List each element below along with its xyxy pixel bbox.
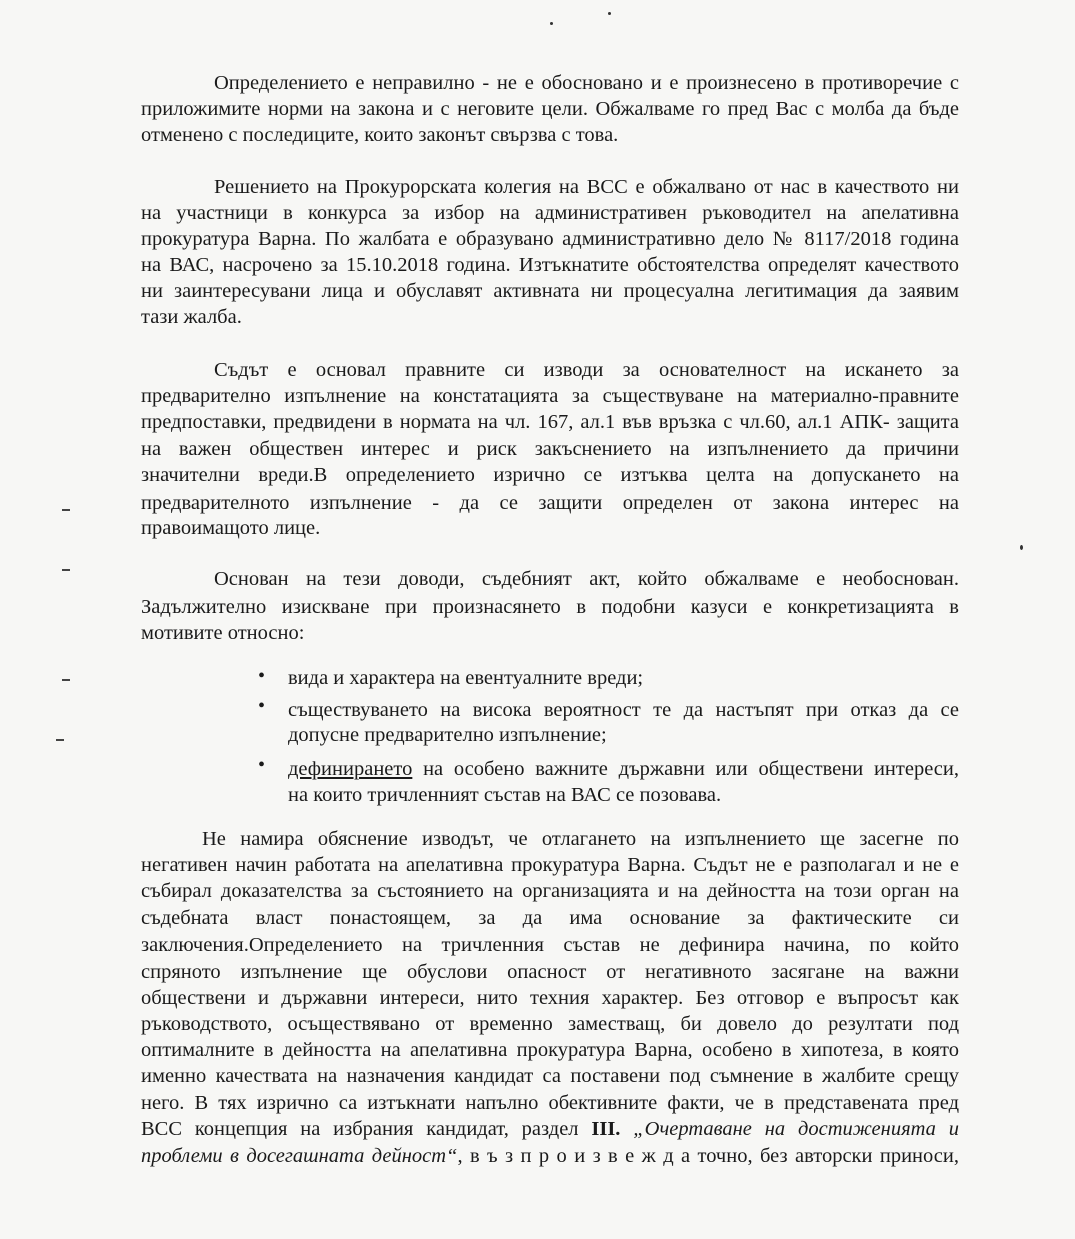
bullet-item: вида и характера на евентуалните вреди;: [288, 667, 644, 689]
bullet-icon: •: [258, 665, 266, 687]
paragraph-line: именно качествата на назначения кандидат са поставени под съмнение в жалбите срещу: [141, 1065, 959, 1087]
bullet-item-text: на особено важните държавни или обществени интереси,: [412, 758, 959, 780]
paragraph-line: отменено с последиците, които законът свързва с това.: [141, 124, 619, 146]
paragraph-line: правоимащото лице.: [141, 517, 321, 539]
line-text: ВСС концепция на избрания кандидат, раздел: [141, 1118, 592, 1140]
paragraph-line: [141, 1116, 959, 1142]
paragraph-line: оптималните в дейността на апелативна прокуратура Варна, особено в хипотеза, в която: [141, 1039, 959, 1061]
paragraph-line: предварителното изпълнение - да се защити определен от закона интерес на: [141, 492, 959, 514]
paragraph-line: мотивите относно:: [141, 622, 305, 644]
paragraph-line: на ВАС, насрочено за 15.10.2018 година. Изтъкнатите обстоятелства определят качеството: [141, 254, 959, 276]
paragraph-line: Задължително изискване при произнасянето в подобни казуси е конкретизацията в: [141, 596, 959, 618]
paragraph-line: значителни вреди.В определението изрично се изтъква целта на допускането на: [141, 464, 959, 486]
margin-mark: [62, 509, 70, 511]
paragraph-line: Определението е неправилно - не е обосновано и е произнесено в противоречие с: [214, 72, 959, 94]
paragraph-line: на участници в конкурса за избор на административен ръководител на апелативна: [141, 202, 959, 224]
section-number: III.: [591, 1118, 621, 1140]
paragraph-line: него. В тях изрично са изтъкнати напълно обективните факти, че в представената пред: [141, 1092, 959, 1114]
paragraph-line: заключения.Определението на тричленния състав не дефинира начина, по който: [141, 934, 959, 956]
scan-speck: [1020, 545, 1023, 550]
margin-mark: [62, 569, 70, 571]
section-title: проблеми в досегашната дейност“: [141, 1145, 458, 1167]
bullet-item: допусне предварително изпълнение;: [288, 724, 607, 746]
paragraph-line: Решението на Прокурорската колегия на ВСС е обжалвано от нас в качеството ни: [214, 176, 959, 198]
paragraph-line: Не намира обяснение изводът, че отлагането на изпълнението ще засегне по: [202, 828, 959, 850]
margin-mark: [56, 739, 64, 741]
paragraph-line: събирал доказателства за състоянието на организацията и на дейността на този орган на: [141, 880, 959, 902]
paragraph-line: приложимите норми на закона и с неговите цели. Обжалваме го пред Вас с молба да бъде: [141, 98, 959, 120]
scan-speck: [550, 22, 553, 25]
paragraph-line: негативен начин работата на апелативна прокуратура Варна. Съдът не е разполагал и не е: [141, 854, 959, 876]
paragraph-line: съдебната власт понастоящем, за да има основание за фактическите си: [141, 907, 959, 929]
bullet-item: на които тричленният състав на ВАС се позовава.: [288, 784, 722, 806]
paragraph-line: Основан на тези доводи, съдебният акт, който обжалваме е необоснован.: [214, 568, 959, 590]
bullet-icon: •: [258, 754, 266, 776]
paragraph-line: [141, 1143, 959, 1169]
scan-speck: [608, 12, 611, 15]
paragraph-line: предварително изпълнение на констатацията за съществуване на материално-правните: [141, 385, 959, 407]
underlined-term: дефинирането: [288, 758, 413, 780]
paragraph-line: ръководството, осъществявано от временно заместващ, би довело до резултати под: [141, 1013, 959, 1035]
bullet-item: [288, 756, 959, 782]
paragraph-line: предпоставки, предвидени в нормата на чл. 167, ал.1 във връзка с чл.60, ал.1 АПК- защита: [141, 411, 959, 433]
margin-mark: [62, 679, 70, 681]
bullet-icon: •: [258, 695, 266, 717]
paragraph-line: спряното изпълнение ще обуслови опасност от негативното засягане на важни: [141, 961, 959, 983]
paragraph-line: обществени и държавни интереси, нито техния характер. Без отговор е въпросът как: [141, 987, 959, 1009]
paragraph-line: на важен обществен интерес и риск закъснението на изпълнението да причини: [141, 438, 959, 460]
line-text: , в ъ з п р о и з в е ж д а точно, без авторски приноси,: [457, 1145, 959, 1167]
bullet-item: съществуването на висока вероятност те да настъпят при отказ да се: [288, 699, 959, 721]
section-title: „Очертаване на достиженията и: [620, 1118, 959, 1140]
paragraph-line: тази жалба.: [141, 306, 242, 328]
paragraph-line: прокуратура Варна. По жалбата е образувано административно дело № 8117/2018 година: [141, 228, 959, 250]
paragraph-line: Съдът е основал правните си изводи за основателност на искането за: [214, 359, 959, 381]
paragraph-line: ни заинтересувани лица и обуславят активната ни процесуална легитимация да заявим: [141, 280, 959, 302]
